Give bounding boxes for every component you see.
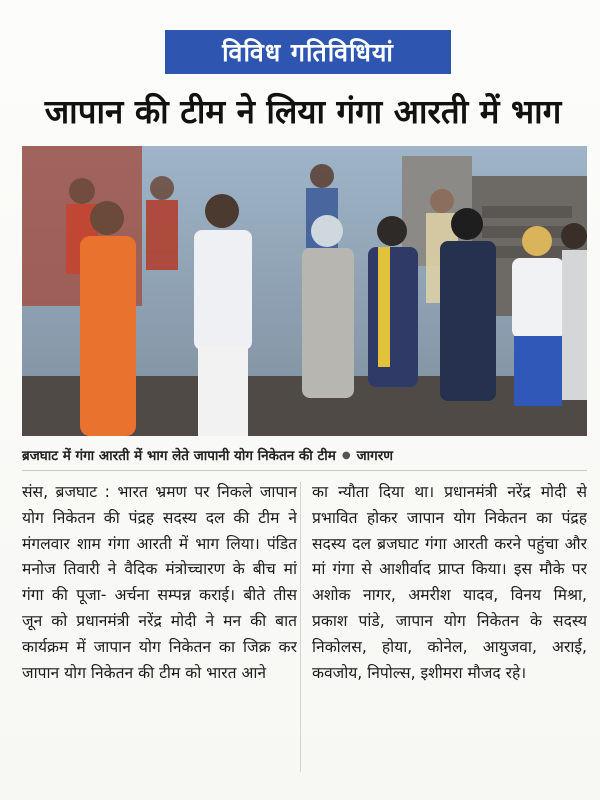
caption-text: ब्रजघाट में गंगा आरती में भाग लेते जापानी योग निकेतन की टीम bbox=[22, 448, 336, 464]
article-text-left: संस, ब्रजघाट : भारत भ्रमण पर निकले जापान योग निकेतन की पंद्रह सदस्य दल की टीम ने मंगलवार शाम गंगा आरती में भाग लिया। पंडित मनोज तिवारी ने वैदिक मंत्रोच्चारण के बीच मां गंगा की पूजा- अर्चना सम्पन्न कराई। बीते तीस जून को प्रधानमंत्री नरेंद्र मोदी ने मन की बात कार्यक्रम में जापान योग निकेतन का जिक्र कर जापान योग निकेतन की टीम को भारत आने bbox=[22, 483, 297, 682]
photo-caption bbox=[22, 442, 587, 468]
section-label: विविध गतिविधियां bbox=[222, 38, 394, 67]
headline: जापान की टीम ने लिया गंगा आरती में भाग bbox=[44, 91, 562, 131]
section-banner bbox=[165, 30, 451, 74]
article-text-right: का न्यौता दिया था। प्रधानमंत्री नरेंद्र मोदी से प्रभावित होकर जापान योग निकेतन का पंद्रह सदस्य दल ब्रजघाट गंगा आरती करने पहुंचा और मां गंगा से आशीर्वाद प्राप्त किया। इस मौके पर अशोक नागर, अमरीश यादव, विनय मिश्रा, प्रकाश पांडे, जापान योग निकेतन के सदस्य निकोलस, होया, कोनेल, आयुजवा, अराई, कवजोय, निपोल्स, इशीमरा मौजद रहे। bbox=[312, 483, 587, 682]
article-column-left bbox=[22, 480, 297, 780]
caption-credit: जागरण bbox=[356, 448, 394, 464]
caption-separator-icon: ● bbox=[341, 449, 351, 461]
photo-illustration bbox=[22, 146, 587, 436]
column-divider bbox=[300, 482, 301, 772]
article-column-right bbox=[312, 480, 587, 780]
news-photo bbox=[22, 146, 587, 436]
caption-rule bbox=[22, 470, 587, 471]
